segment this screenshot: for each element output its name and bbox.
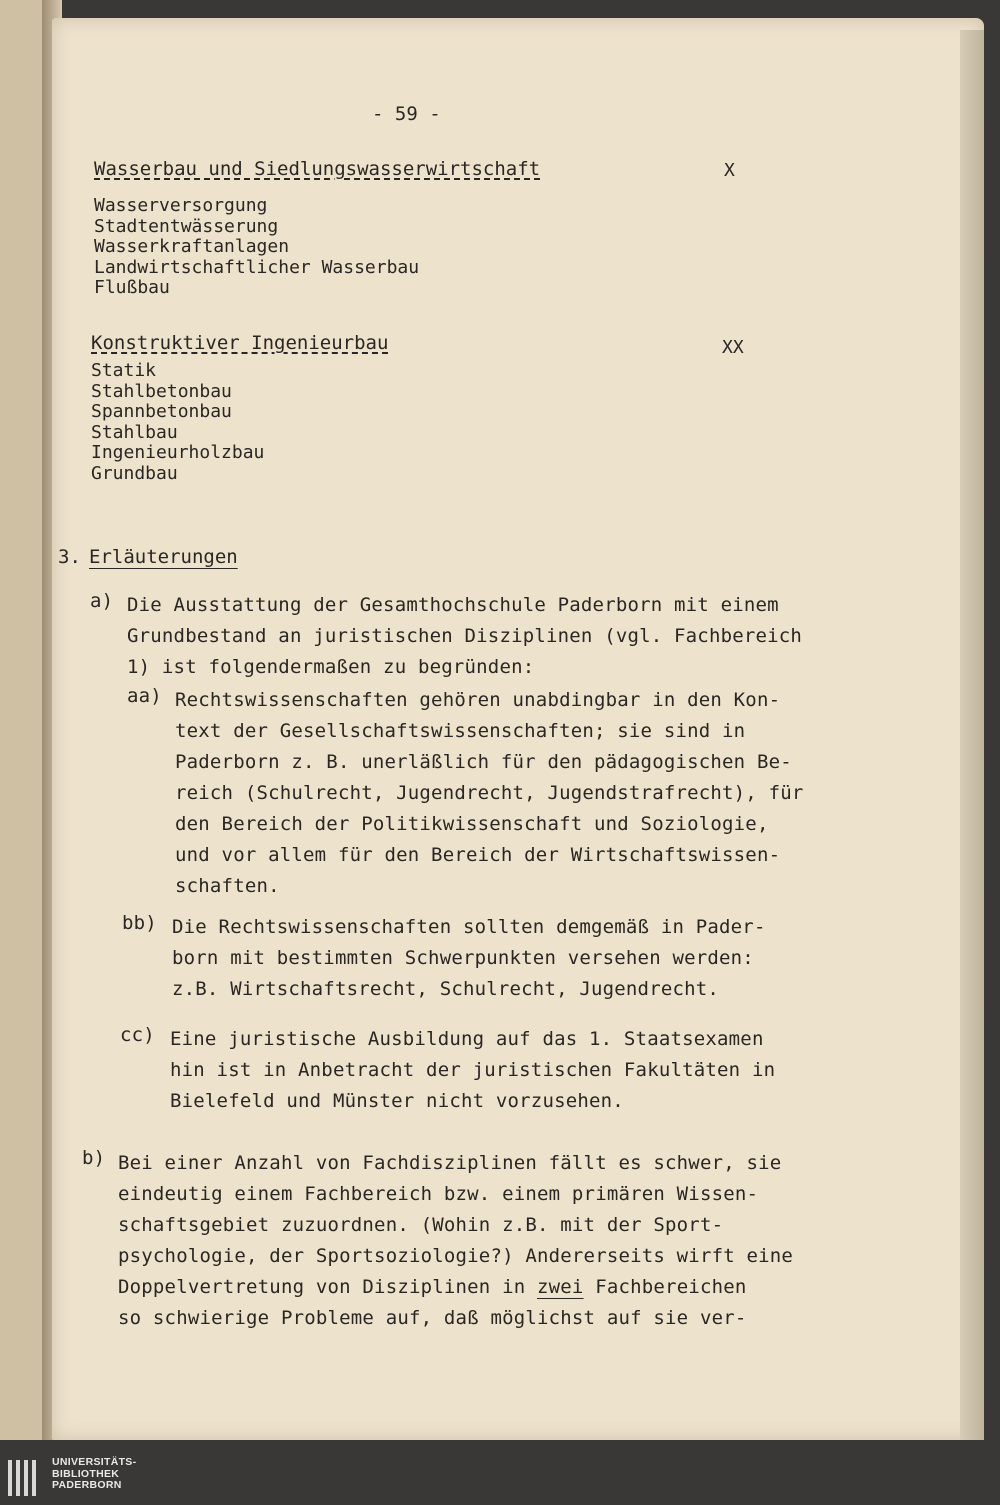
item-text-bb — [172, 912, 766, 1005]
text-line: Grundbestand an juristischen Disziplinen (vgl. Fachbereich — [127, 625, 803, 647]
section-list-konstruktiver-ingenieurbau — [91, 361, 264, 485]
item-label-aa: aa) — [127, 685, 162, 707]
text-line: Bielefeld und Münster nicht vorzusehen. — [170, 1090, 624, 1112]
list-item: Stahlbetonbau — [91, 380, 232, 402]
text-line: psychologie, der Sportsoziologie?) Andererseits wirft eine — [118, 1245, 794, 1267]
text-line: schaftsgebiet zuzuordnen. (Wohin z.B. mit der Sport- — [118, 1214, 724, 1236]
item-text-aa — [175, 685, 804, 902]
text-line: Die Rechtswissenschaften sollten demgemäß in Pader- — [172, 916, 766, 938]
section-mark-konstruktiver-ingenieurbau: XX — [722, 337, 744, 358]
list-item: Statik — [91, 360, 157, 381]
text-segment: Fachbereichen — [583, 1276, 747, 1298]
section-heading-konstruktiver-ingenieurbau: Konstruktiver Ingenieurbau — [91, 332, 389, 354]
text-line: Paderborn z. B. unerläßlich für den pädagogischen Be- — [175, 751, 792, 773]
text-line: so schwierige Probleme auf, daß möglichst auf sie ver- — [118, 1307, 747, 1329]
list-item: Spannbetonbau — [91, 401, 232, 423]
item-label-a: a) — [90, 590, 114, 612]
text-line: born mit bestimmten Schwerpunkten versehen werden: — [172, 947, 754, 969]
list-item: Grundbau — [91, 462, 178, 484]
text-line: Die Ausstattung der Gesamthochschule Paderborn mit einem — [127, 594, 779, 616]
underlined-word: zwei — [537, 1276, 584, 1298]
item-label-b: b) — [82, 1147, 106, 1169]
library-logo-text — [52, 1457, 172, 1492]
text-line: eindeutig einem Fachbereich bzw. einem primären Wissen- — [118, 1183, 759, 1205]
library-logo-icon — [8, 1460, 42, 1500]
page-number: - 59 - — [372, 103, 441, 125]
text-segment: Doppelvertretung von Disziplinen in — [118, 1276, 538, 1298]
section-list-wasserbau — [94, 196, 419, 299]
logo-line: UNIVERSITÄTS- — [52, 1456, 137, 1468]
text-line: text der Gesellschaftswissenschaften; sie sind in — [175, 720, 746, 742]
text-line: reich (Schulrecht, Jugendrecht, Jugendstrafrecht), für — [175, 782, 804, 804]
explanations-title: Erläuterungen — [89, 546, 238, 568]
text-line: hin ist in Anbetracht der juristischen Fakultäten in — [170, 1059, 776, 1081]
list-item: Stahlbau — [91, 421, 178, 443]
list-item: Stadtentwässerung — [94, 215, 279, 237]
list-item: Wasserkraftanlagen — [94, 236, 290, 258]
list-item: Ingenieurholzbau — [91, 442, 265, 464]
logo-line: PADERBORN — [52, 1479, 122, 1491]
item-text-cc — [170, 1024, 775, 1117]
item-text-a — [127, 590, 802, 683]
explanations-number: 3. — [58, 546, 81, 568]
item-label-bb: bb) — [122, 912, 157, 934]
section-heading-wasserbau: Wasserbau und Siedlungswasserwirtschaft — [94, 158, 541, 180]
item-text-b — [118, 1148, 793, 1334]
logo-line: BIBLIOTHEK — [52, 1467, 120, 1480]
text-line: 1) ist folgendermaßen zu begründen: — [127, 656, 535, 678]
text-line: und vor allem für den Bereich der Wirtschaftswissen- — [175, 844, 781, 866]
text-line: Rechtswissenschaften gehören unabdingbar in den Kon- — [175, 689, 781, 711]
text-line: schaften. — [175, 875, 280, 897]
list-item: Wasserversorgung — [94, 195, 268, 216]
text-line-with-emphasis — [118, 1272, 793, 1303]
list-item: Landwirtschaftlicher Wasserbau — [94, 256, 420, 278]
text-line: Eine juristische Ausbildung auf das 1. Staatsexamen — [170, 1028, 764, 1050]
text-line: den Bereich der Politikwissenschaft und Soziologie, — [175, 813, 769, 835]
text-line: Bei einer Anzahl von Fachdisziplinen fällt es schwer, sie — [118, 1152, 782, 1174]
section-mark-wasserbau: X — [724, 160, 735, 181]
text-line: z.B. Wirtschaftsrecht, Schulrecht, Jugendrecht. — [172, 978, 720, 1000]
page-stack-edge — [960, 30, 984, 1440]
item-label-cc: cc) — [120, 1024, 155, 1046]
list-item: Flußbau — [94, 277, 170, 299]
